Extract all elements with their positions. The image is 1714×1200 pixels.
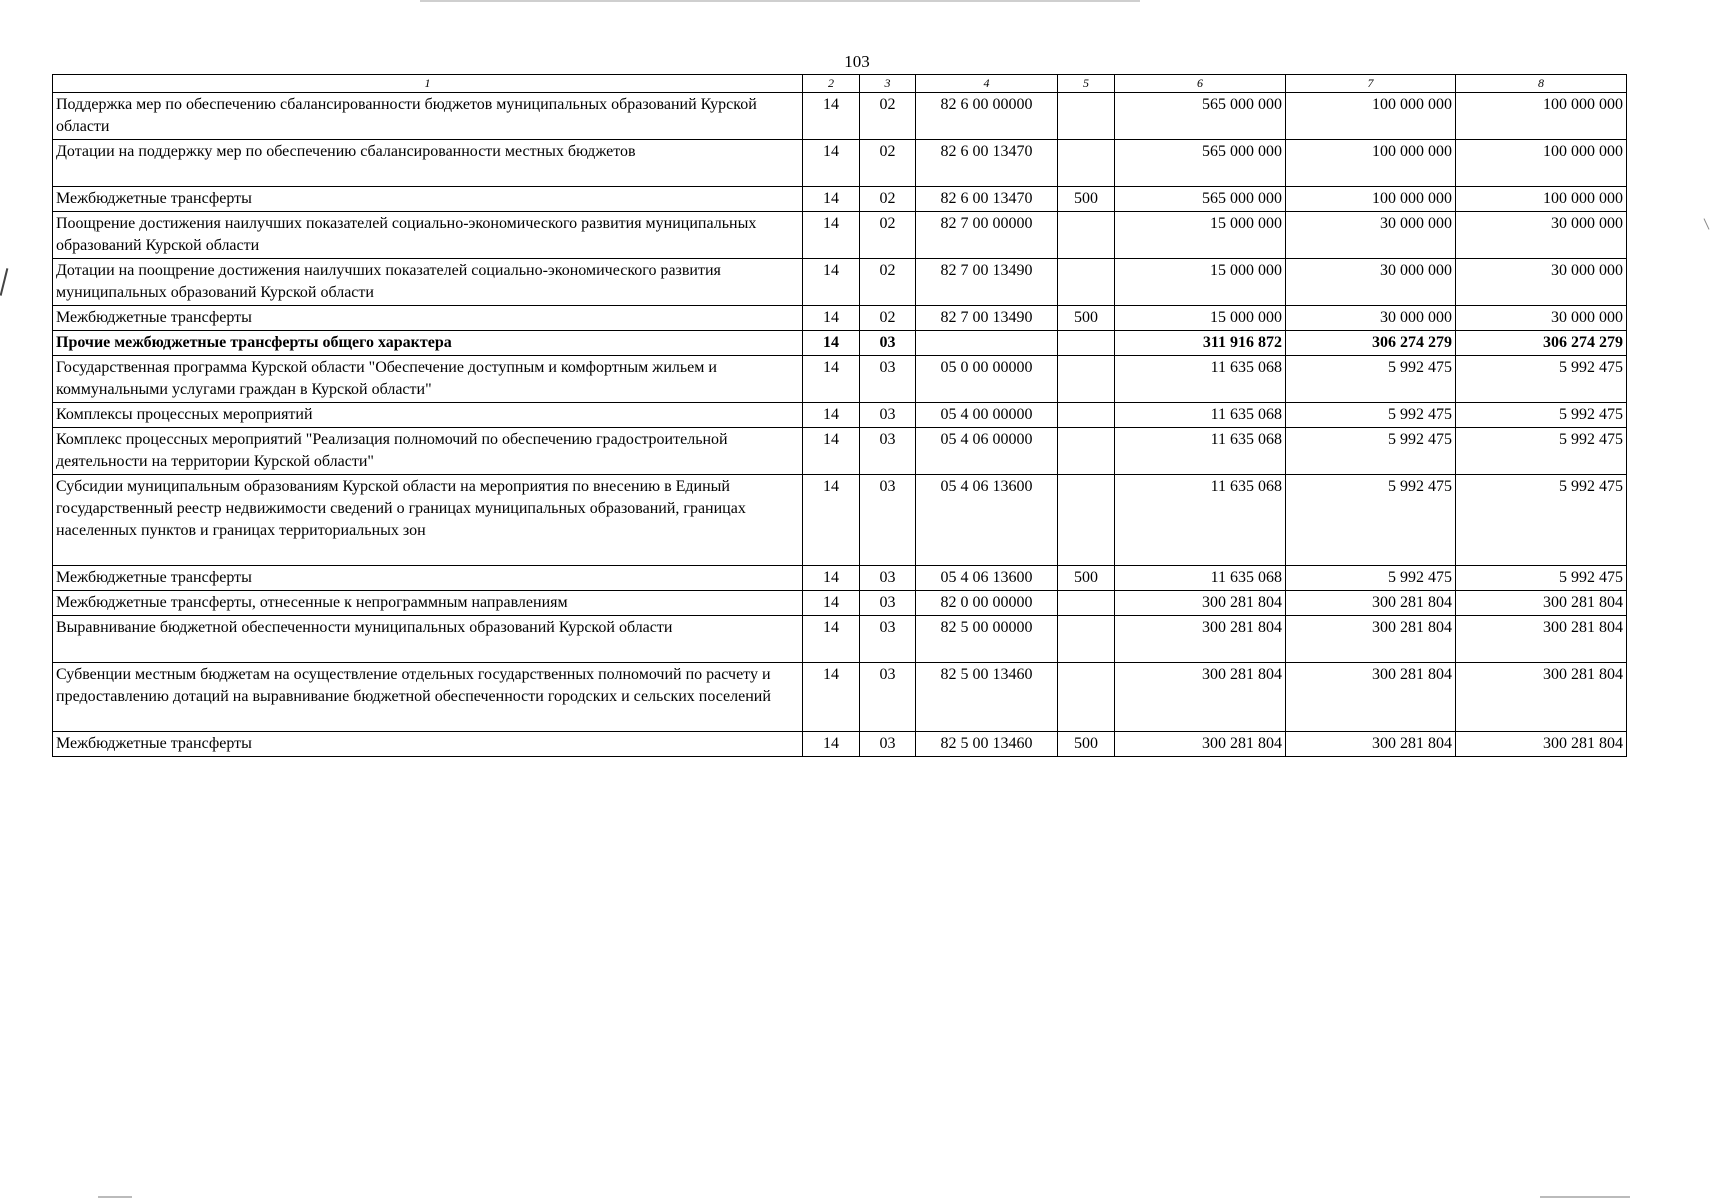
- target-article-code: 82 0 00 00000: [916, 591, 1058, 616]
- expense-type-code: [1058, 403, 1115, 428]
- amount-year-2: 300 281 804: [1286, 616, 1456, 663]
- amount-year-3: 300 281 804: [1456, 663, 1627, 732]
- amount-year-1: 300 281 804: [1115, 616, 1286, 663]
- subsection-code: 03: [860, 428, 916, 475]
- row-name: Межбюджетные трансферты: [53, 187, 803, 212]
- amount-year-2: 300 281 804: [1286, 732, 1456, 757]
- column-number-row: [53, 75, 1627, 93]
- subsection-code: 03: [860, 663, 916, 732]
- table-row: [53, 187, 1627, 212]
- section-code: 14: [803, 140, 860, 187]
- row-name: Межбюджетные трансферты: [53, 732, 803, 757]
- row-name: Дотации на поддержку мер по обеспечению сбалансированности местных бюджетов: [53, 140, 803, 187]
- amount-year-2: 5 992 475: [1286, 403, 1456, 428]
- table-row: [53, 331, 1627, 356]
- amount-year-2: 100 000 000: [1286, 187, 1456, 212]
- row-name: Дотации на поощрение достижения наилучших показателей социально-экономического развития муниципальных образований Курской области: [53, 259, 803, 306]
- subsection-code: 03: [860, 591, 916, 616]
- amount-year-1: 565 000 000: [1115, 93, 1286, 140]
- subsection-code: 02: [860, 212, 916, 259]
- amount-year-2: 300 281 804: [1286, 663, 1456, 732]
- expense-type-code: 500: [1058, 306, 1115, 331]
- section-code: 14: [803, 475, 860, 566]
- amount-year-2: 300 281 804: [1286, 591, 1456, 616]
- row-name: Комплексы процессных мероприятий: [53, 403, 803, 428]
- target-article-code: 05 4 06 13600: [916, 566, 1058, 591]
- amount-year-3: 300 281 804: [1456, 616, 1627, 663]
- amount-year-1: 311 916 872: [1115, 331, 1286, 356]
- column-number: 2: [803, 75, 860, 93]
- expense-type-code: [1058, 212, 1115, 259]
- scan-artifact-bottom: [98, 1196, 132, 1198]
- amount-year-2: 5 992 475: [1286, 356, 1456, 403]
- table-row: [53, 616, 1627, 663]
- section-code: 14: [803, 732, 860, 757]
- table-row: [53, 140, 1627, 187]
- amount-year-2: 30 000 000: [1286, 306, 1456, 331]
- target-article-code: 05 4 06 13600: [916, 475, 1058, 566]
- table-body: [53, 75, 1627, 757]
- row-name: Поддержка мер по обеспечению сбалансированности бюджетов муниципальных образований Курской области: [53, 93, 803, 140]
- amount-year-3: 300 281 804: [1456, 591, 1627, 616]
- amount-year-1: 300 281 804: [1115, 732, 1286, 757]
- section-code: 14: [803, 306, 860, 331]
- subsection-code: 03: [860, 616, 916, 663]
- subsection-code: 03: [860, 403, 916, 428]
- expense-type-code: [1058, 591, 1115, 616]
- expense-type-code: [1058, 259, 1115, 306]
- amount-year-1: 11 635 068: [1115, 475, 1286, 566]
- expense-type-code: 500: [1058, 732, 1115, 757]
- amount-year-1: 11 635 068: [1115, 356, 1286, 403]
- expense-type-code: [1058, 140, 1115, 187]
- table-row: [53, 663, 1627, 732]
- column-number: 7: [1286, 75, 1456, 93]
- amount-year-1: 11 635 068: [1115, 566, 1286, 591]
- subsection-code: 02: [860, 187, 916, 212]
- subsection-code: 02: [860, 306, 916, 331]
- section-code: 14: [803, 212, 860, 259]
- amount-year-1: 15 000 000: [1115, 259, 1286, 306]
- table-row: [53, 306, 1627, 331]
- target-article-code: 05 0 00 00000: [916, 356, 1058, 403]
- amount-year-3: 30 000 000: [1456, 259, 1627, 306]
- section-code: 14: [803, 403, 860, 428]
- amount-year-2: 100 000 000: [1286, 140, 1456, 187]
- scan-artifact-bottom: [1540, 1196, 1630, 1198]
- column-number: 3: [860, 75, 916, 93]
- row-name: Межбюджетные трансферты: [53, 566, 803, 591]
- section-code: 14: [803, 187, 860, 212]
- budget-table: [52, 74, 1627, 757]
- margin-pen-mark: [0, 268, 8, 296]
- amount-year-3: 5 992 475: [1456, 403, 1627, 428]
- amount-year-1: 565 000 000: [1115, 140, 1286, 187]
- row-name: Выравнивание бюджетной обеспеченности муниципальных образований Курской области: [53, 616, 803, 663]
- row-name: Прочие межбюджетные трансферты общего характера: [53, 331, 803, 356]
- target-article-code: 82 6 00 13470: [916, 187, 1058, 212]
- amount-year-3: 5 992 475: [1456, 475, 1627, 566]
- amount-year-3: 100 000 000: [1456, 140, 1627, 187]
- amount-year-1: 300 281 804: [1115, 663, 1286, 732]
- row-name: Государственная программа Курской области "Обеспечение доступным и комфортным жильем и коммунальными услугами граждан в Курской области": [53, 356, 803, 403]
- table-row: [53, 403, 1627, 428]
- amount-year-3: 30 000 000: [1456, 212, 1627, 259]
- target-article-code: 82 6 00 13470: [916, 140, 1058, 187]
- column-number: 4: [916, 75, 1058, 93]
- subsection-code: 02: [860, 93, 916, 140]
- amount-year-1: 300 281 804: [1115, 591, 1286, 616]
- subsection-code: 02: [860, 259, 916, 306]
- table-row: [53, 259, 1627, 306]
- table-row: [53, 732, 1627, 757]
- section-code: 14: [803, 331, 860, 356]
- section-code: 14: [803, 566, 860, 591]
- amount-year-3: 100 000 000: [1456, 93, 1627, 140]
- section-code: 14: [803, 616, 860, 663]
- amount-year-1: 565 000 000: [1115, 187, 1286, 212]
- row-name: Межбюджетные трансферты: [53, 306, 803, 331]
- subsection-code: 03: [860, 356, 916, 403]
- table-row: [53, 566, 1627, 591]
- target-article-code: [916, 331, 1058, 356]
- amount-year-2: 306 274 279: [1286, 331, 1456, 356]
- page-number: 103: [844, 52, 870, 71]
- amount-year-3: 30 000 000: [1456, 306, 1627, 331]
- section-code: 14: [803, 93, 860, 140]
- table-row: [53, 428, 1627, 475]
- section-code: 14: [803, 663, 860, 732]
- subsection-code: 03: [860, 331, 916, 356]
- column-number: 1: [53, 75, 803, 93]
- amount-year-2: 30 000 000: [1286, 259, 1456, 306]
- target-article-code: 82 6 00 00000: [916, 93, 1058, 140]
- expense-type-code: [1058, 475, 1115, 566]
- expense-type-code: [1058, 93, 1115, 140]
- subsection-code: 02: [860, 140, 916, 187]
- column-number: 8: [1456, 75, 1627, 93]
- margin-pen-mark: [1704, 218, 1710, 229]
- target-article-code: 05 4 06 00000: [916, 428, 1058, 475]
- subsection-code: 03: [860, 732, 916, 757]
- row-name: Межбюджетные трансферты, отнесенные к непрограммным направлениям: [53, 591, 803, 616]
- target-article-code: 82 5 00 00000: [916, 616, 1058, 663]
- amount-year-1: 15 000 000: [1115, 306, 1286, 331]
- section-code: 14: [803, 259, 860, 306]
- amount-year-2: 5 992 475: [1286, 475, 1456, 566]
- column-number: 5: [1058, 75, 1115, 93]
- table-row: [53, 475, 1627, 566]
- amount-year-1: 11 635 068: [1115, 403, 1286, 428]
- table-row: [53, 591, 1627, 616]
- amount-year-2: 5 992 475: [1286, 428, 1456, 475]
- amount-year-3: 5 992 475: [1456, 428, 1627, 475]
- expense-type-code: 500: [1058, 187, 1115, 212]
- section-code: 14: [803, 591, 860, 616]
- target-article-code: 82 7 00 13490: [916, 306, 1058, 331]
- row-name: Субсидии муниципальным образованиям Курской области на мероприятия по внесению в Единый государственный реестр недвижимости сведений о границах муниципальных образований, границах населенных пунктов и границах территориальных зон: [53, 475, 803, 566]
- expense-type-code: [1058, 331, 1115, 356]
- amount-year-2: 100 000 000: [1286, 93, 1456, 140]
- amount-year-3: 5 992 475: [1456, 356, 1627, 403]
- scan-artifact-top: [420, 0, 1140, 2]
- row-name: Субвенции местным бюджетам на осуществление отдельных государственных полномочий по расчету и предоставлению дотаций на выравнивание бюджетной обеспеченности городских и сельских поселений: [53, 663, 803, 732]
- amount-year-3: 306 274 279: [1456, 331, 1627, 356]
- expense-type-code: [1058, 616, 1115, 663]
- amount-year-3: 5 992 475: [1456, 566, 1627, 591]
- column-number: 6: [1115, 75, 1286, 93]
- row-name: Комплекс процессных мероприятий "Реализация полномочий по обеспечению градостроительной деятельности на территории Курской области": [53, 428, 803, 475]
- subsection-code: 03: [860, 566, 916, 591]
- section-code: 14: [803, 356, 860, 403]
- subsection-code: 03: [860, 475, 916, 566]
- table-row: [53, 93, 1627, 140]
- amount-year-1: 15 000 000: [1115, 212, 1286, 259]
- target-article-code: 82 7 00 00000: [916, 212, 1058, 259]
- expense-type-code: [1058, 663, 1115, 732]
- target-article-code: 82 7 00 13490: [916, 259, 1058, 306]
- amount-year-1: 11 635 068: [1115, 428, 1286, 475]
- expense-type-code: 500: [1058, 566, 1115, 591]
- section-code: 14: [803, 428, 860, 475]
- target-article-code: 82 5 00 13460: [916, 732, 1058, 757]
- table-row: [53, 356, 1627, 403]
- target-article-code: 05 4 00 00000: [916, 403, 1058, 428]
- expense-type-code: [1058, 356, 1115, 403]
- amount-year-3: 100 000 000: [1456, 187, 1627, 212]
- table-row: [53, 212, 1627, 259]
- amount-year-2: 30 000 000: [1286, 212, 1456, 259]
- target-article-code: 82 5 00 13460: [916, 663, 1058, 732]
- expense-type-code: [1058, 428, 1115, 475]
- amount-year-3: 300 281 804: [1456, 732, 1627, 757]
- row-name: Поощрение достижения наилучших показателей социально-экономического развития муниципальных образований Курской области: [53, 212, 803, 259]
- amount-year-2: 5 992 475: [1286, 566, 1456, 591]
